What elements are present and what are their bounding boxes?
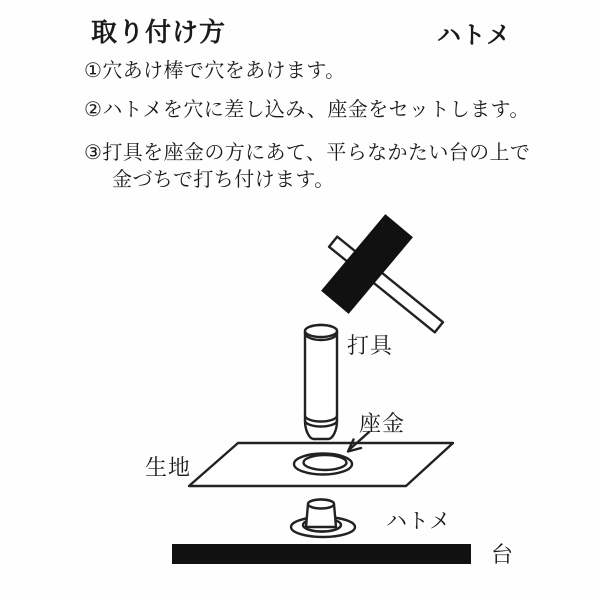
step-2-text: ②ハトメを穴に差し込み、座金をセットします。 [84, 99, 530, 121]
punch-tool-icon [305, 325, 337, 439]
eyelet-label: ハトメ [386, 510, 452, 533]
eyelet-icon [291, 500, 355, 538]
step-3-text-line2: 金づちで打ち付けます。 [112, 169, 335, 191]
washer-icon [294, 454, 352, 475]
fabric-label: 生地 [145, 455, 192, 480]
base-board-icon [172, 544, 471, 564]
page-title: 取り付け方 [91, 17, 227, 47]
product-name: ハトメ [437, 22, 512, 49]
punch-label: 打具 [347, 333, 394, 358]
step-3-text-line1: ③打具を座金の方にあて、平らなかたい台の上で [84, 142, 531, 164]
washer-label: 座金 [359, 411, 406, 436]
step-1-text: ①穴あけ棒で穴をあけます。 [84, 60, 346, 82]
base-label: 台 [491, 542, 515, 567]
